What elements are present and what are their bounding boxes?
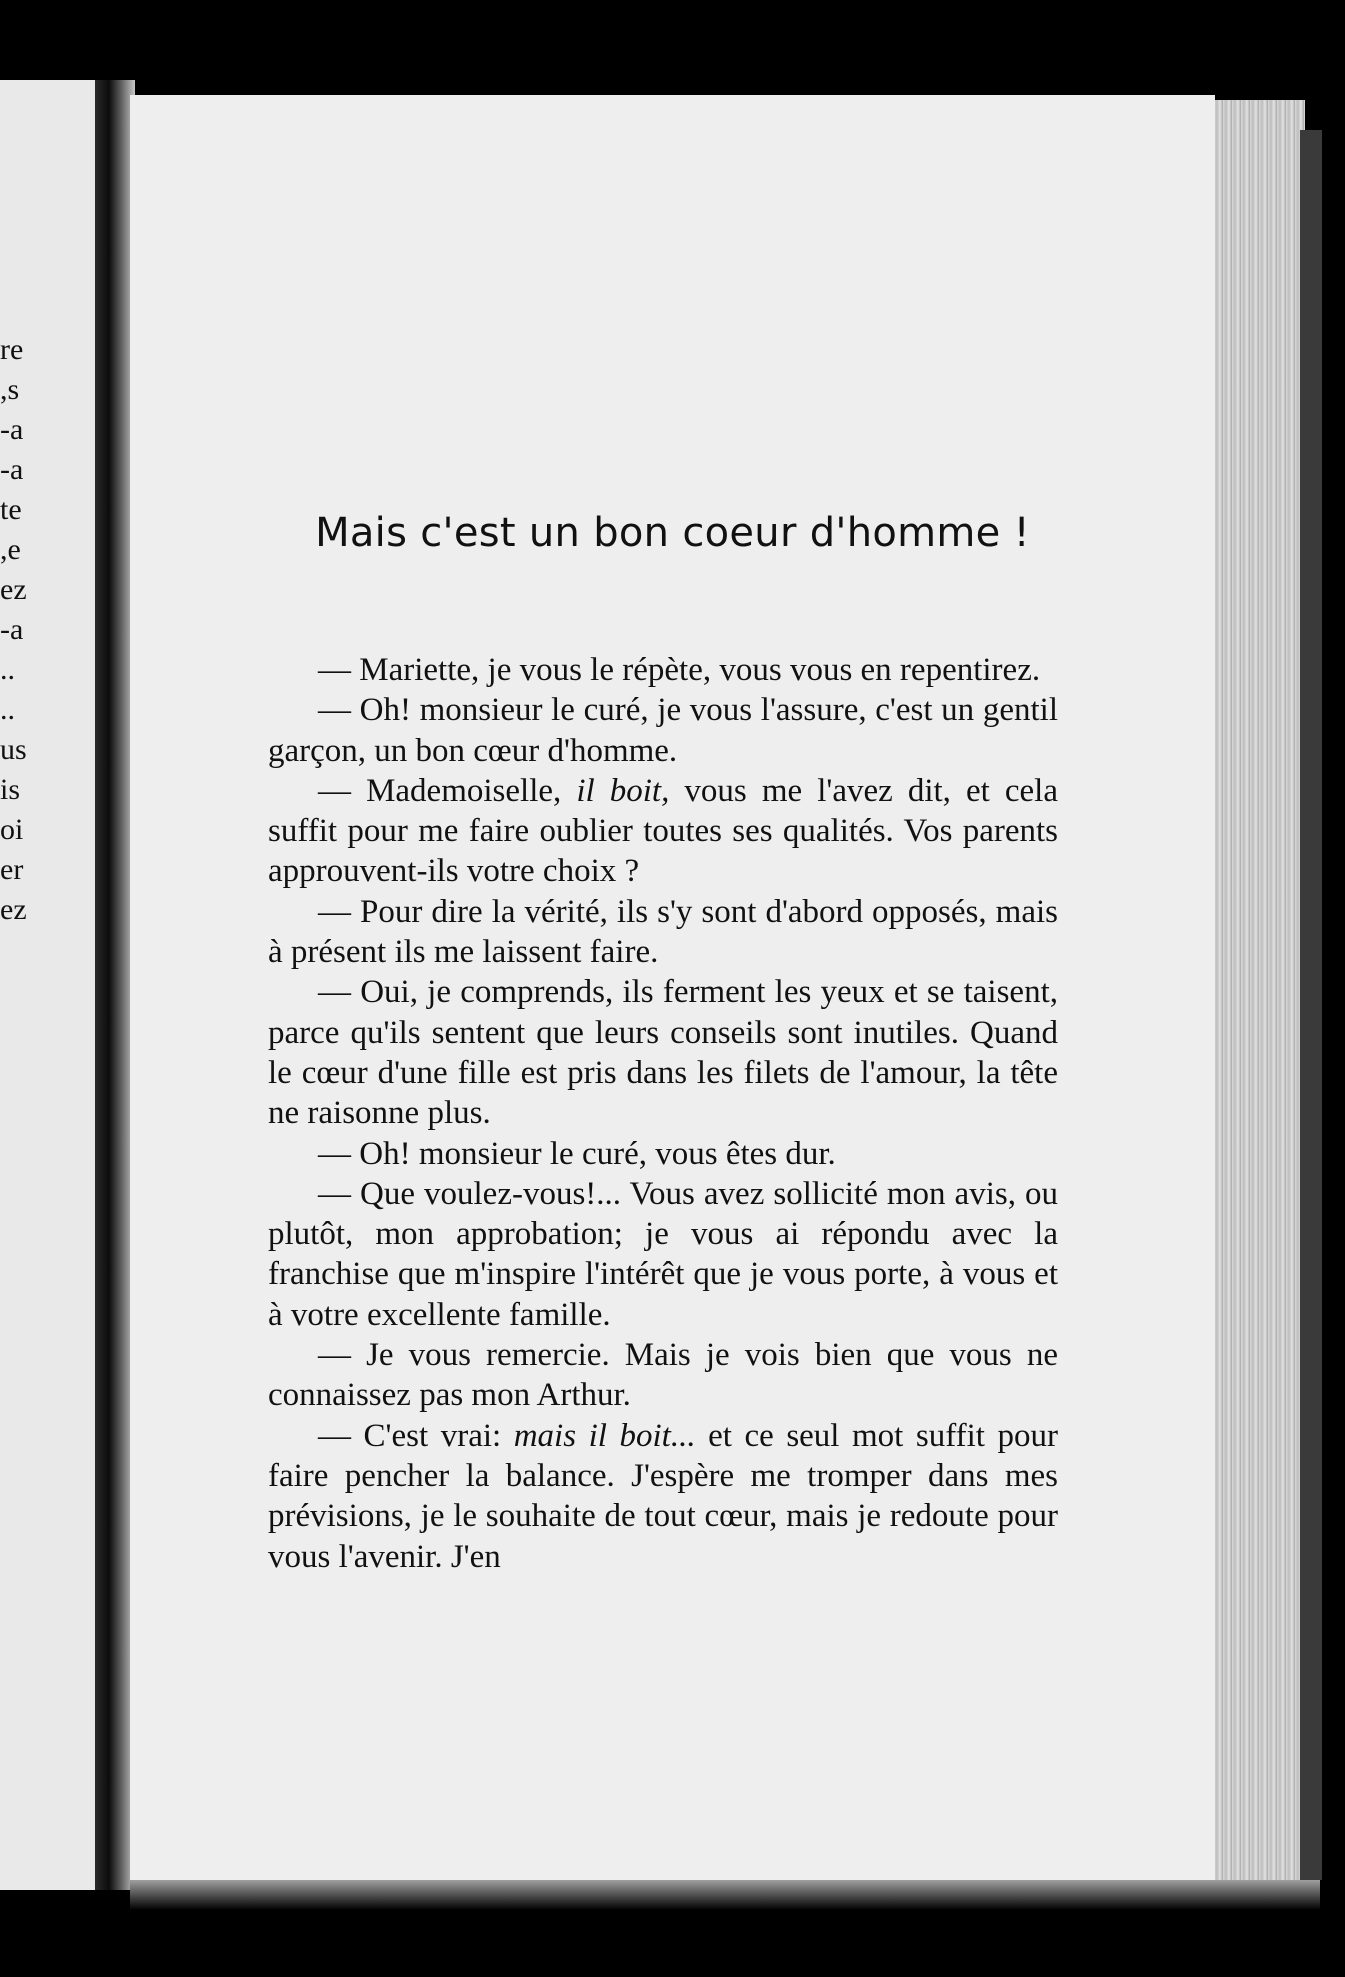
left-page-fragment: a- [0, 413, 24, 446]
left-page-fragment: s, [0, 373, 20, 406]
left-page-fragment: oi [0, 813, 24, 846]
text-run: — Oui, je comprends, ils ferment les yeux et se taisent, parce qu'ils sentent que leurs conseils sont inutiles. Quand le cœur d'une fille est pris dans les filets de l'amour, la tête ne raisonne plus. [268, 974, 1058, 1132]
text-run: — Oh! monsieur le curé, vous êtes dur. [318, 1135, 836, 1172]
dialogue-paragraph [268, 1174, 1058, 1335]
text-run: — Je vous remercie. Mais je vois bien que vous ne connaissez pas mon Arthur. [268, 1337, 1058, 1414]
page-block-edge [1205, 100, 1305, 1900]
dialogue-paragraph [268, 690, 1058, 771]
left-page-fragment: us [0, 733, 27, 766]
left-page-fragment: a- [0, 453, 24, 486]
dialogue-paragraph [268, 650, 1058, 690]
dialogue-paragraph [268, 771, 1058, 892]
left-page-fragment: ez [0, 573, 27, 606]
left-page-fragment: .. [0, 653, 15, 686]
text-run: — Que voulez-vous!... Vous avez sollicité mon avis, ou plutôt, mon approbation; je vous ai répondu avec la franchise que m'inspire l'intérêt que je vous porte, à vous et à votre excellente famille. [268, 1175, 1058, 1333]
text-run: — Mademoiselle, [318, 772, 577, 809]
dialogue-paragraph [268, 972, 1058, 1133]
dialogue-paragraph [268, 1134, 1058, 1174]
book-gutter [95, 80, 135, 1890]
page-body-text [268, 650, 1058, 1577]
dialogue-paragraph [268, 1416, 1058, 1577]
left-page-fragment: ez [0, 893, 27, 926]
left-page-fragment: te [0, 493, 22, 526]
left-page-fragment: re [0, 333, 24, 366]
left-page-fragment: .. [0, 693, 15, 726]
left-page-fragment: e, [0, 533, 21, 566]
dialogue-paragraph [268, 1335, 1058, 1416]
dialogue-paragraph [268, 892, 1058, 973]
text-run: et ce seul mot suffit pour faire pencher la balance. J'espère me tromper dans mes prévisions, je le souhaite de tout cœur, mais je redoute pour vous l'avenir. J'en [268, 1417, 1058, 1575]
page-bottom-shadow [130, 1880, 1320, 1910]
text-run: — Mariette, je vous le répète, vous vous en repentirez. [318, 652, 1041, 688]
text-run: — Oh! monsieur le curé, je vous l'assure, c'est un gentil garçon, un bon cœur d'homme. [268, 692, 1058, 769]
left-page-fragment: is [0, 773, 21, 806]
left-page-fragment: a- [0, 613, 24, 646]
text-run: — C'est vrai: [318, 1417, 514, 1454]
italic-text: il boit, [576, 772, 670, 809]
italic-text: mais il boit... [513, 1417, 696, 1454]
text-run: — Pour dire la vérité, ils s'y sont d'abord opposés, mais à présent ils me laissent faire. [268, 893, 1058, 971]
chapter-title: Mais c'est un bon coeur d'homme ! [315, 510, 1030, 556]
cover-edge [1300, 130, 1322, 1880]
left-page-fragment: er [0, 853, 24, 886]
text-run: vous me l'avez dit, et cela suffit pour me faire oublier toutes ses qualités. Vos parents approuvent-ils votre choix ? [268, 772, 1058, 890]
